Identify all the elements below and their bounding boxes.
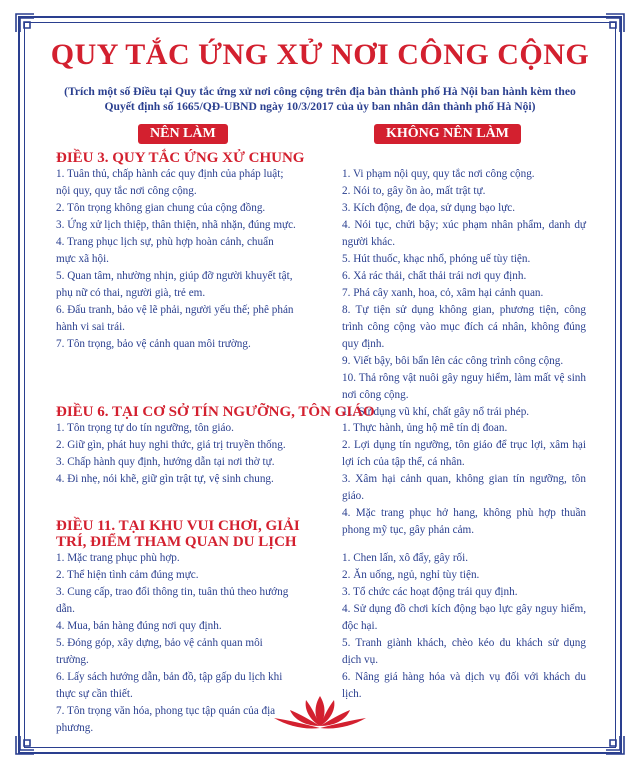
list-item: 5. Tranh giành khách, chèo kéo du khách sử dụng dịch vụ. bbox=[342, 637, 586, 666]
do-list bbox=[56, 420, 296, 488]
list-item: 1. Vi phạm nội quy, quy tắc nơi công cộng. bbox=[342, 168, 535, 180]
dont-badge: KHÔNG NÊN LÀM bbox=[374, 124, 521, 144]
list-item: 4. Đi nhẹ, nói khẽ, giữ gìn trật tự, vệ sinh chung. bbox=[56, 473, 274, 485]
list-item: 6. Nâng giá hàng hóa và dịch vụ đối với khách du lịch. bbox=[342, 671, 586, 700]
list-item: 2. Tôn trọng không gian chung của cộng đồng. bbox=[56, 202, 266, 214]
list-item: 2. Giữ gìn, phát huy nghi thức, giá trị truyền thống. bbox=[56, 439, 286, 451]
list-item: 2. Thể hiện tình cảm đúng mực. bbox=[56, 569, 199, 581]
list-item: 11. Sử dụng vũ khí, chất gây nổ trái phép. bbox=[342, 406, 530, 418]
list-item: 5. Đóng góp, xây dựng, bảo vệ cảnh quan môi trường. bbox=[56, 637, 263, 666]
list-item: 6. Đấu tranh, bảo vệ lẽ phải, người yếu thế; phê phán hành vi sai trái. bbox=[56, 304, 294, 333]
list-item: 7. Tôn trọng, bảo vệ cảnh quan môi trường. bbox=[56, 338, 251, 350]
corner-fret-icon bbox=[14, 734, 36, 756]
list-item: 4. Mua, bán hàng đúng nơi quy định. bbox=[56, 620, 222, 632]
list-item: 4. Sử dụng đồ chơi kích động bạo lực gây nguy hiểm, độc hại. bbox=[342, 603, 586, 632]
lotus-ornament-icon bbox=[270, 692, 370, 732]
list-item: 3. Tổ chức các hoạt động trái quy định. bbox=[342, 586, 518, 598]
list-item: 7. Tôn trọng văn hóa, phong tục tập quán của địa phương. bbox=[56, 705, 276, 734]
list-item: 1. Tuân thủ, chấp hành các quy định của pháp luật; nội quy, quy tắc nơi công cộng. bbox=[56, 168, 284, 197]
list-item: 10. Thả rông vật nuôi gây nguy hiểm, làm mất vệ sinh nơi công cộng. bbox=[342, 372, 586, 401]
do-badge: NÊN LÀM bbox=[138, 124, 228, 144]
dont-list bbox=[342, 420, 586, 539]
list-item: 4. Nói tục, chửi bậy; xúc phạm nhân phẩm, danh dự người khác. bbox=[342, 219, 586, 248]
list-item: 1. Chen lấn, xô đẩy, gây rối. bbox=[342, 552, 469, 564]
list-item: 3. Kích động, đe dọa, sử dụng bạo lực. bbox=[342, 202, 516, 214]
list-item: 3. Xâm hại cảnh quan, không gian tín ngưỡng, tôn giáo. bbox=[342, 473, 586, 502]
list-item: 1. Thực hành, ủng hộ mê tín dị đoan. bbox=[342, 422, 508, 434]
list-item: 7. Phá cây xanh, hoa, cỏ, xâm hại cảnh quan. bbox=[342, 287, 544, 299]
list-item: 5. Quan tâm, nhường nhịn, giúp đỡ người khuyết tật, phụ nữ có thai, người già, trẻ em. bbox=[56, 270, 293, 299]
list-item: 5. Hút thuốc, khạc nhổ, phóng uế tùy tiện. bbox=[342, 253, 531, 265]
do-list bbox=[56, 166, 296, 353]
section-title: ĐIỀU 11. TẠI KHU VUI CHƠI, GIẢI TRÍ, ĐIỂM THAM QUAN DU LỊCH bbox=[56, 518, 300, 550]
list-item: 1. Tôn trọng tự do tín ngưỡng, tôn giáo. bbox=[56, 422, 234, 434]
list-item: 3. Chấp hành quy định, hướng dẫn tại nơi thờ tự. bbox=[56, 456, 275, 468]
list-item: 9. Viết bậy, bôi bẩn lên các công trình công cộng. bbox=[342, 355, 564, 367]
subtitle: (Trích một số Điều tại Quy tắc ứng xử nơi công cộng trên địa bàn thành phố Hà Nội ban hành kèm theo Quyết định số 1665/QĐ-UBND ngày 10/3/2017 của ủy ban nhân dân thành phố Hà Nội) bbox=[64, 85, 576, 113]
dont-list bbox=[342, 550, 586, 703]
list-item: 2. Lợi dụng tín ngưỡng, tôn giáo để trục lợi, xâm hại lợi ích của tập thể, cá nhân. bbox=[342, 439, 586, 468]
dont-list bbox=[342, 166, 586, 421]
list-item: 6. Lấy sách hướng dẫn, bản đồ, tập gấp du lịch khi thực sự cần thiết. bbox=[56, 671, 283, 700]
page-title: QUY TẮC ỨNG XỬ NƠI CÔNG CỘNG bbox=[50, 38, 590, 71]
list-item: 2. Nói to, gây ồn ào, mất trật tự. bbox=[342, 185, 486, 197]
list-item: 3. Ứng xử lịch thiệp, thân thiện, nhã nhặn, đúng mực. bbox=[56, 219, 296, 231]
list-item: 1. Mặc trang phục phù hợp. bbox=[56, 552, 180, 564]
section-title: ĐIỀU 3. QUY TẮC ỨNG XỬ CHUNG bbox=[56, 150, 305, 166]
list-item: 4. Trang phục lịch sự, phù hợp hoàn cảnh, chuẩn mực xã hội. bbox=[56, 236, 274, 265]
do-list bbox=[56, 550, 296, 737]
corner-fret-icon bbox=[14, 12, 36, 34]
list-item: 2. Ăn uống, ngủ, nghỉ tùy tiện. bbox=[342, 569, 480, 581]
list-item: 3. Cung cấp, trao đổi thông tin, tuân thủ theo hướng dẫn. bbox=[56, 586, 289, 615]
list-item: 6. Xả rác thải, chất thải trái nơi quy định. bbox=[342, 270, 527, 282]
corner-fret-icon bbox=[604, 734, 626, 756]
corner-fret-icon bbox=[604, 12, 626, 34]
section-title: ĐIỀU 6. TẠI CƠ SỞ TÍN NGƯỠNG, TÔN GIÁO bbox=[56, 404, 375, 420]
list-item: 4. Mặc trang phục hở hang, không phù hợp thuần phong mỹ tục, gây phản cảm. bbox=[342, 507, 586, 536]
list-item: 8. Tự tiện sử dụng không gian, phương tiện, công trình công cộng vào mục đích cá nhân, không đúng quy định. bbox=[342, 304, 586, 350]
